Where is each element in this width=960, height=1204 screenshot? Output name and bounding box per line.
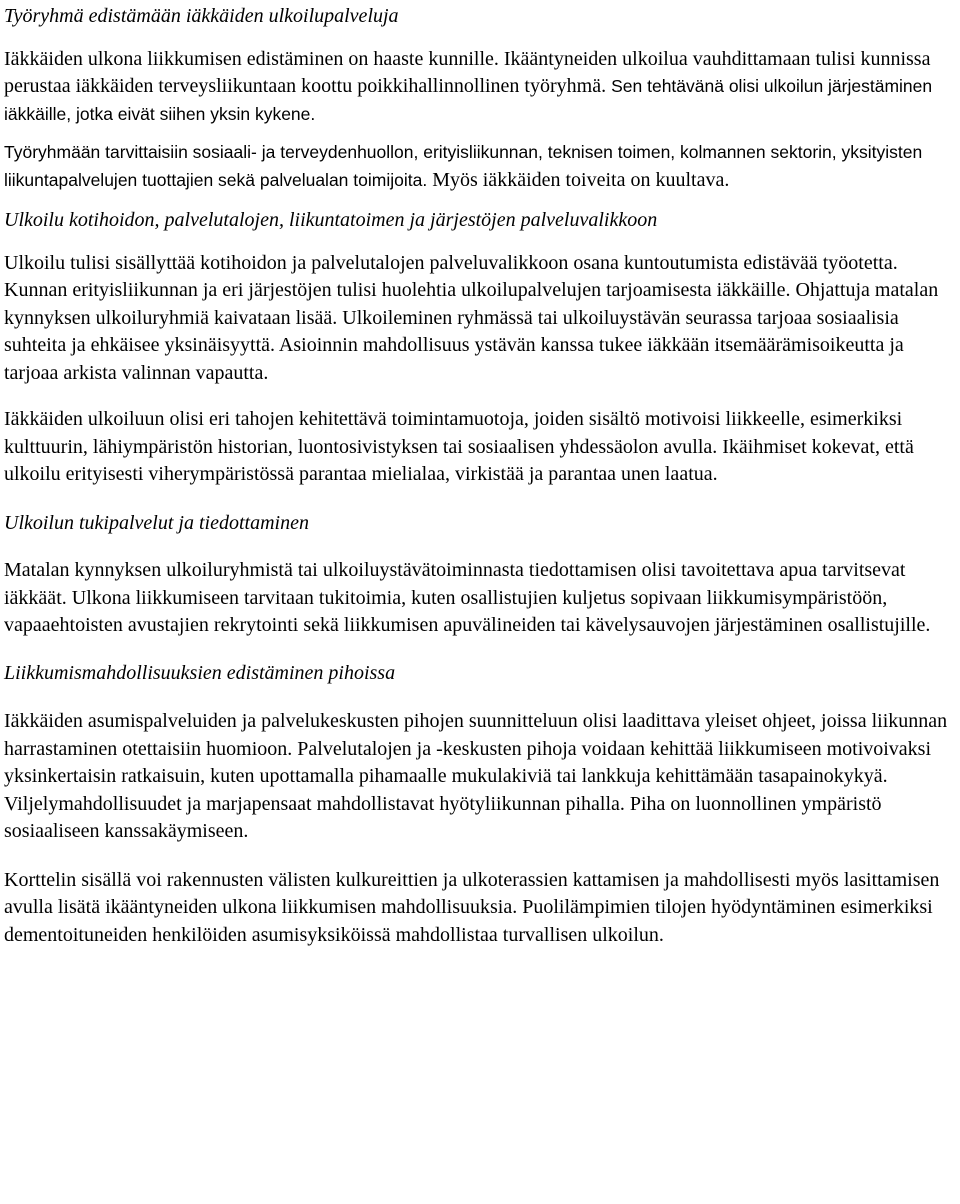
paragraph-pihat: Iäkkäiden asumispalveluiden ja palvelukeskusten pihojen suunnitteluun olisi laadittava yleiset ohjeet, joissa liikunnan harrastaminen otettaisiin huomioon. Palvelutalojen ja -keskusten pihoja voidaan kehittää liikkumiseen motivoivaksi yksinkertaisin ratkaisuin, kuten upottamalla pihamaalle mukulakiviä tai lankkuja kehittämään tasapainokykyä. Viljelymahdollisuudet ja marjapensaat mahdollistavat hyötyliikunnan pihalla. Piha on luonnollinen ympäristö sosiaaliseen kanssakäymiseen. bbox=[4, 710, 948, 842]
paragraph-korttelit: Korttelin sisällä voi rakennusten välisten kulkureittien ja ulkoterassien kattamisen ja mahdollisesti myös lasittamisen avulla lisätä ikääntyneiden ulkona liikkumisen mahdollisuuksia. Puolilämpimien tilojen hyödyntäminen esimerkiksi dementoituneiden henkilöiden asumisyksiköissä mahdollistaa turvallisen ulkoilun. bbox=[4, 868, 940, 946]
paragraph-intro bbox=[4, 46, 956, 129]
section-heading-ulkoilupalveluja-tyoryhma: Työryhmä edistämään iäkkäiden ulkoilupalveluja bbox=[4, 5, 399, 27]
paragraph-tukipalvelut: Matalan kynnyksen ulkoiluryhmistä tai ulkoiluystävätoiminnasta tiedottamisen olisi tavoitettava apua tarvitsevat iäkkäät. Ulkona liikkumiseen tarvitaan tukitoimia, kuten osallistujien kuljetus sopivaan liikkumisympäristöön, vapaaehtoisten avustajien rekrytointi sekä liikkumisen apuvälineiden tai kävelysauvojen järjestäminen osallistujille. bbox=[4, 559, 931, 636]
paragraph-toimintamuodot: Iäkkäiden ulkoiluun olisi eri tahojen kehitettävä toimintamuotoja, joiden sisältö motivoisi liikkeelle, esimerkiksi kulttuurin, lähiympäristön historian, luontosivistyksen tai sosiaalisen yhdessäolon avulla. Ikäihmiset kokevat, että ulkoilu erityisesti viherympäristössä parantaa mielialaa, virkistää ja parantaa unen laatua. bbox=[4, 408, 914, 485]
paragraph-intro-serif-text: Iäkkäiden ulkona liikkumisen edistäminen on haaste kunnille. Ikääntyneiden ulkoilua vauhdittamaan tulisi kunnissa perustaa iäkkäiden terveysliikuntaan koottu poikkihallinnollinen työryhmä. bbox=[4, 47, 931, 97]
paragraph-tyoryhma-members bbox=[4, 139, 956, 194]
paragraph-members-sans-text: Työryhmään tarvittaisiin sosiaali- ja terveydenhuollon, erityisliikunnan, teknisen toimen, kolmannen sektorin, yksityisten liikuntapalvelujen tuottajien sekä palvelualan toimijoita. bbox=[4, 142, 923, 190]
section-heading-palveluvalikko: Ulkoilu kotihoidon, palvelutalojen, liikuntatoimen ja järjestöjen palveluvalikkoon bbox=[4, 209, 658, 231]
paragraph-palveluvalikko: Ulkoilu tulisi sisällyttää kotihoidon ja palvelutalojen palveluvalikkoon osana kuntoutumista edistävää työotetta. Kunnan erityisliikunnan ja eri järjestöjen tulisi huolehtia ulkoilupalvelujen tarjoamisesta iäkkäille. Ohjattuja matalan kynnyksen ulkoiluryhmiä kaivataan lisää. Ulkoileminen ryhmässä tai ulkoiluystävän seurassa tarjoaa sosiaalisia suhteita ja ehkäisee yksinäisyyttä. Asioinnin mahdollisuus ystävän kanssa tukee iäkkään itsemäärämisoikeutta ja tarjoaa arkista valinnan vapautta. bbox=[4, 251, 939, 384]
paragraph-members-serif-text: Myös iäkkäiden toiveita on kuultava. bbox=[432, 168, 730, 191]
section-heading-pihat: Liikkumismahdollisuuksien edistäminen pihoissa bbox=[4, 661, 396, 684]
paragraph-intro-sans-text: Sen tehtävänä olisi ulkoilun järjestäminen iäkkäille, jotka eivät siihen yksin kykene. bbox=[4, 76, 933, 124]
document-page bbox=[0, 3, 960, 1204]
section-heading-tukipalvelut: Ulkoilun tukipalvelut ja tiedottaminen bbox=[4, 511, 309, 534]
